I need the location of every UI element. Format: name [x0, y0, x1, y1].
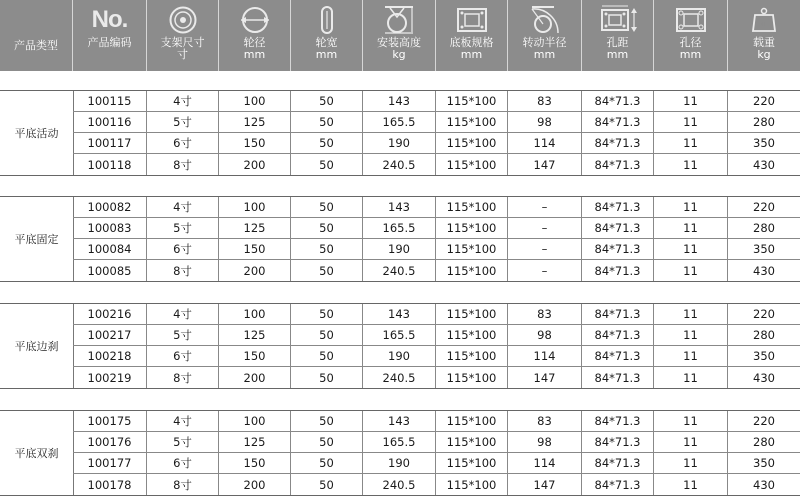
- header-label-line: 孔径: [679, 36, 702, 49]
- cell-diameter: 100: [219, 411, 291, 431]
- cell-hole_dist: 84*71.3: [582, 367, 654, 388]
- cell-hole_dia: 11: [654, 197, 728, 217]
- table-header: [0, 0, 800, 71]
- cell-width: 50: [291, 453, 363, 473]
- table-row: [73, 367, 800, 388]
- cell-code: 100118: [73, 154, 147, 175]
- cell-width: 50: [291, 91, 363, 111]
- cell-plate: 115*100: [436, 197, 508, 217]
- cell-radius: –: [508, 218, 582, 238]
- cell-code: 100117: [73, 133, 147, 153]
- table-row: [73, 346, 800, 367]
- cell-code: 100084: [73, 239, 147, 259]
- cell-hole_dia: 11: [654, 453, 728, 473]
- cell-plate: 115*100: [436, 133, 508, 153]
- table-row: [73, 474, 800, 495]
- cell-load: 220: [753, 414, 775, 428]
- table-row: [73, 239, 800, 260]
- header-label: [363, 37, 435, 61]
- cell-radius: 147: [508, 154, 582, 175]
- hole-diameter-icon: [654, 5, 727, 35]
- cell-plate: 115*100: [436, 411, 508, 431]
- header-label-line: 产品编码: [87, 36, 132, 49]
- cell-diameter: 200: [219, 154, 291, 175]
- cell-load: 280: [753, 328, 775, 342]
- cell-code: 100178: [73, 474, 147, 495]
- table-row: [73, 91, 800, 112]
- header-label-line: mm: [533, 48, 556, 61]
- table-row: [73, 197, 800, 218]
- header-label-line: mm: [243, 48, 266, 61]
- header-label-line: 安装高度: [377, 36, 421, 49]
- cell-size: 8寸: [147, 474, 219, 495]
- cell-diameter: 125: [219, 432, 291, 452]
- cell-hole_dia: 11: [654, 325, 728, 345]
- group-type-label: 平底活动: [0, 91, 74, 175]
- header-height: [363, 0, 436, 71]
- cell-hole_dist: 84*71.3: [582, 474, 654, 495]
- product-group: [0, 196, 800, 282]
- cell-load: 280: [753, 115, 775, 129]
- cell-size: 8寸: [147, 154, 219, 175]
- cell-size: 6寸: [147, 453, 219, 473]
- cell-hole_dist: 84*71.3: [582, 432, 654, 452]
- cell-size: 5寸: [147, 432, 219, 452]
- cell-hole_dia: 11: [654, 154, 728, 175]
- cell-diameter: 100: [219, 91, 291, 111]
- cell-width: 50: [291, 432, 363, 452]
- cell-hole_dist: 84*71.3: [582, 197, 654, 217]
- cell-hole_dist: 84*71.3: [582, 453, 654, 473]
- header-label-line: 寸: [177, 48, 188, 61]
- wheel-diameter-icon: [219, 5, 290, 35]
- cell-radius: 114: [508, 453, 582, 473]
- cell-hole_dia: 11: [654, 432, 728, 452]
- wheel-width-icon: [291, 5, 362, 35]
- cell-width: 50: [291, 239, 363, 259]
- header-diameter: [219, 0, 291, 71]
- cell-plate: 115*100: [436, 91, 508, 111]
- product-group: [0, 303, 800, 389]
- group-type-label: 平底固定: [0, 197, 74, 281]
- header-type: [0, 0, 73, 71]
- cell-size: 4寸: [147, 197, 219, 217]
- cell-size: 5寸: [147, 112, 219, 132]
- header-label: [508, 37, 581, 61]
- cell-height: 165.5: [363, 218, 436, 238]
- cell-diameter: 150: [219, 453, 291, 473]
- cell-load: 430: [753, 370, 775, 385]
- cell-plate: 115*100: [436, 453, 508, 473]
- cell-radius: –: [508, 239, 582, 259]
- header-hole_dist: [582, 0, 654, 71]
- cell-hole_dia: 11: [654, 112, 728, 132]
- header-label: [728, 37, 800, 61]
- cell-hole_dia: 11: [654, 411, 728, 431]
- cell-plate: 115*100: [436, 304, 508, 324]
- header-label: [654, 37, 727, 61]
- cell-load: 350: [753, 349, 775, 363]
- cell-radius: 147: [508, 367, 582, 388]
- cell-hole_dist: 84*71.3: [582, 112, 654, 132]
- load-weight-icon: [728, 5, 800, 35]
- cell-code: 100082: [73, 197, 147, 217]
- cell-diameter: 200: [219, 260, 291, 281]
- cell-hole_dia: 11: [654, 346, 728, 366]
- cell-diameter: 125: [219, 218, 291, 238]
- cell-radius: 98: [508, 112, 582, 132]
- header-label-line: 产品类型: [14, 39, 58, 52]
- cell-height: 190: [363, 346, 436, 366]
- table-row: [73, 154, 800, 175]
- cell-load: 430: [753, 263, 775, 278]
- cell-size: 6寸: [147, 239, 219, 259]
- cell-height: 240.5: [363, 367, 436, 388]
- cell-hole_dia: 11: [654, 260, 728, 281]
- cell-hole_dia: 11: [654, 91, 728, 111]
- header-radius: [508, 0, 582, 71]
- cell-hole_dia: 11: [654, 304, 728, 324]
- cell-plate: 115*100: [436, 218, 508, 238]
- cell-size: 5寸: [147, 218, 219, 238]
- cell-size: 6寸: [147, 346, 219, 366]
- cell-load: 220: [753, 94, 775, 108]
- cell-radius: 98: [508, 432, 582, 452]
- header-label-line: kg: [392, 48, 406, 61]
- cell-plate: 115*100: [436, 112, 508, 132]
- cell-hole_dist: 84*71.3: [582, 239, 654, 259]
- cell-code: 100176: [73, 432, 147, 452]
- cell-diameter: 150: [219, 133, 291, 153]
- header-load: [728, 0, 800, 71]
- product-group: [0, 410, 800, 496]
- product-group: [0, 90, 800, 176]
- cell-height: 240.5: [363, 154, 436, 175]
- cell-hole_dia: 11: [654, 239, 728, 259]
- header-label-line: 轮宽: [315, 36, 338, 49]
- cell-width: 50: [291, 133, 363, 153]
- header-code: [73, 0, 147, 71]
- no-logo: No.: [91, 6, 128, 33]
- cell-height: 143: [363, 197, 436, 217]
- header-label-line: mm: [679, 48, 702, 61]
- cell-load: 350: [753, 456, 775, 470]
- cell-hole_dist: 84*71.3: [582, 91, 654, 111]
- cell-load: 350: [753, 242, 775, 256]
- header-label: [291, 37, 362, 61]
- cell-height: 190: [363, 133, 436, 153]
- cell-diameter: 150: [219, 239, 291, 259]
- table-row: [73, 453, 800, 474]
- cell-radius: 114: [508, 346, 582, 366]
- cell-radius: –: [508, 260, 582, 281]
- cell-load: 280: [753, 221, 775, 235]
- mount-height-icon: [363, 5, 435, 35]
- cell-height: 240.5: [363, 260, 436, 281]
- cell-diameter: 200: [219, 474, 291, 495]
- cell-width: 50: [291, 197, 363, 217]
- cell-width: 50: [291, 367, 363, 388]
- cell-code: 100217: [73, 325, 147, 345]
- header-plate: [436, 0, 508, 71]
- cell-plate: 115*100: [436, 260, 508, 281]
- cell-size: 8寸: [147, 367, 219, 388]
- cell-height: 143: [363, 91, 436, 111]
- wheel-front-icon: [147, 5, 218, 35]
- cell-width: 50: [291, 474, 363, 495]
- cell-size: 4寸: [147, 91, 219, 111]
- cell-code: 100175: [73, 411, 147, 431]
- cell-width: 50: [291, 346, 363, 366]
- cell-plate: 115*100: [436, 239, 508, 259]
- cell-radius: 147: [508, 474, 582, 495]
- cell-code: 100085: [73, 260, 147, 281]
- cell-size: 4寸: [147, 304, 219, 324]
- cell-diameter: 125: [219, 325, 291, 345]
- cell-code: 100083: [73, 218, 147, 238]
- header-label-line: 孔距: [606, 36, 629, 49]
- header-label: [0, 40, 72, 52]
- cell-hole_dia: 11: [654, 367, 728, 388]
- cell-code: 100218: [73, 346, 147, 366]
- cell-radius: 83: [508, 304, 582, 324]
- cell-diameter: 100: [219, 197, 291, 217]
- cell-width: 50: [291, 304, 363, 324]
- cell-height: 190: [363, 453, 436, 473]
- cell-height: 165.5: [363, 432, 436, 452]
- cell-diameter: 150: [219, 346, 291, 366]
- header-label: [582, 37, 653, 61]
- cell-code: 100219: [73, 367, 147, 388]
- header-label: [219, 37, 290, 61]
- table-row: [73, 304, 800, 325]
- cell-code: 100116: [73, 112, 147, 132]
- header-label-line: 转动半径: [522, 36, 567, 49]
- group-type-label: 平底双刹: [0, 411, 74, 495]
- cell-plate: 115*100: [436, 367, 508, 388]
- table-row: [73, 411, 800, 432]
- cell-plate: 115*100: [436, 474, 508, 495]
- header-label-line: 底板规格: [449, 36, 494, 49]
- cell-height: 165.5: [363, 325, 436, 345]
- cell-hole_dist: 84*71.3: [582, 218, 654, 238]
- header-hole_dia: [654, 0, 728, 71]
- cell-code: 100216: [73, 304, 147, 324]
- cell-load: 430: [753, 157, 775, 172]
- cell-hole_dist: 84*71.3: [582, 304, 654, 324]
- swivel-radius-icon: [508, 5, 581, 35]
- cell-radius: 98: [508, 325, 582, 345]
- cell-load: 430: [753, 477, 775, 492]
- cell-hole_dia: 11: [654, 474, 728, 495]
- table-row: [73, 218, 800, 239]
- cell-code: 100115: [73, 91, 147, 111]
- header-size: [147, 0, 219, 71]
- cell-width: 50: [291, 154, 363, 175]
- cell-hole_dist: 84*71.3: [582, 133, 654, 153]
- cell-diameter: 200: [219, 367, 291, 388]
- cell-diameter: 100: [219, 304, 291, 324]
- cell-hole_dist: 84*71.3: [582, 325, 654, 345]
- cell-size: 5寸: [147, 325, 219, 345]
- cell-plate: 115*100: [436, 154, 508, 175]
- cell-width: 50: [291, 411, 363, 431]
- cell-hole_dist: 84*71.3: [582, 346, 654, 366]
- header-label-line: 载重: [753, 36, 775, 49]
- table-row: [73, 432, 800, 453]
- cell-diameter: 125: [219, 112, 291, 132]
- cell-hole_dist: 84*71.3: [582, 411, 654, 431]
- cell-size: 4寸: [147, 411, 219, 431]
- group-type-label: 平底边刹: [0, 304, 74, 388]
- cell-width: 50: [291, 218, 363, 238]
- cell-width: 50: [291, 260, 363, 281]
- cell-hole_dist: 84*71.3: [582, 260, 654, 281]
- cell-hole_dia: 11: [654, 133, 728, 153]
- cell-radius: 83: [508, 411, 582, 431]
- cell-width: 50: [291, 325, 363, 345]
- cell-height: 240.5: [363, 474, 436, 495]
- cell-hole_dist: 84*71.3: [582, 154, 654, 175]
- header-label-line: mm: [315, 48, 338, 61]
- cell-size: 6寸: [147, 133, 219, 153]
- cell-hole_dia: 11: [654, 218, 728, 238]
- table-row: [73, 260, 800, 281]
- cell-load: 220: [753, 307, 775, 321]
- cell-radius: 114: [508, 133, 582, 153]
- cell-size: 8寸: [147, 260, 219, 281]
- header-label-line: 轮径: [243, 36, 266, 49]
- cell-load: 350: [753, 136, 775, 150]
- cell-width: 50: [291, 112, 363, 132]
- load-icon-text: MIN: [758, 21, 770, 28]
- cell-plate: 115*100: [436, 325, 508, 345]
- plate-icon: [436, 5, 507, 35]
- header-label: [147, 37, 218, 61]
- cell-height: 190: [363, 239, 436, 259]
- table-row: [73, 112, 800, 133]
- cell-load: 280: [753, 435, 775, 449]
- cell-radius: –: [508, 197, 582, 217]
- cell-load: 220: [753, 200, 775, 214]
- header-label-line: mm: [460, 48, 483, 61]
- cell-plate: 115*100: [436, 346, 508, 366]
- header-width: [291, 0, 363, 71]
- header-label-line: mm: [606, 48, 629, 61]
- header-label-line: 支架尺寸: [160, 36, 205, 49]
- cell-plate: 115*100: [436, 432, 508, 452]
- header-label-line: kg: [757, 48, 771, 61]
- cell-radius: 83: [508, 91, 582, 111]
- cell-height: 143: [363, 411, 436, 431]
- table-row: [73, 325, 800, 346]
- cell-code: 100177: [73, 453, 147, 473]
- header-label: [73, 37, 146, 49]
- table-row: [73, 133, 800, 154]
- header-label: [436, 37, 507, 61]
- cell-height: 165.5: [363, 112, 436, 132]
- hole-distance-icon: [582, 5, 653, 35]
- cell-height: 143: [363, 304, 436, 324]
